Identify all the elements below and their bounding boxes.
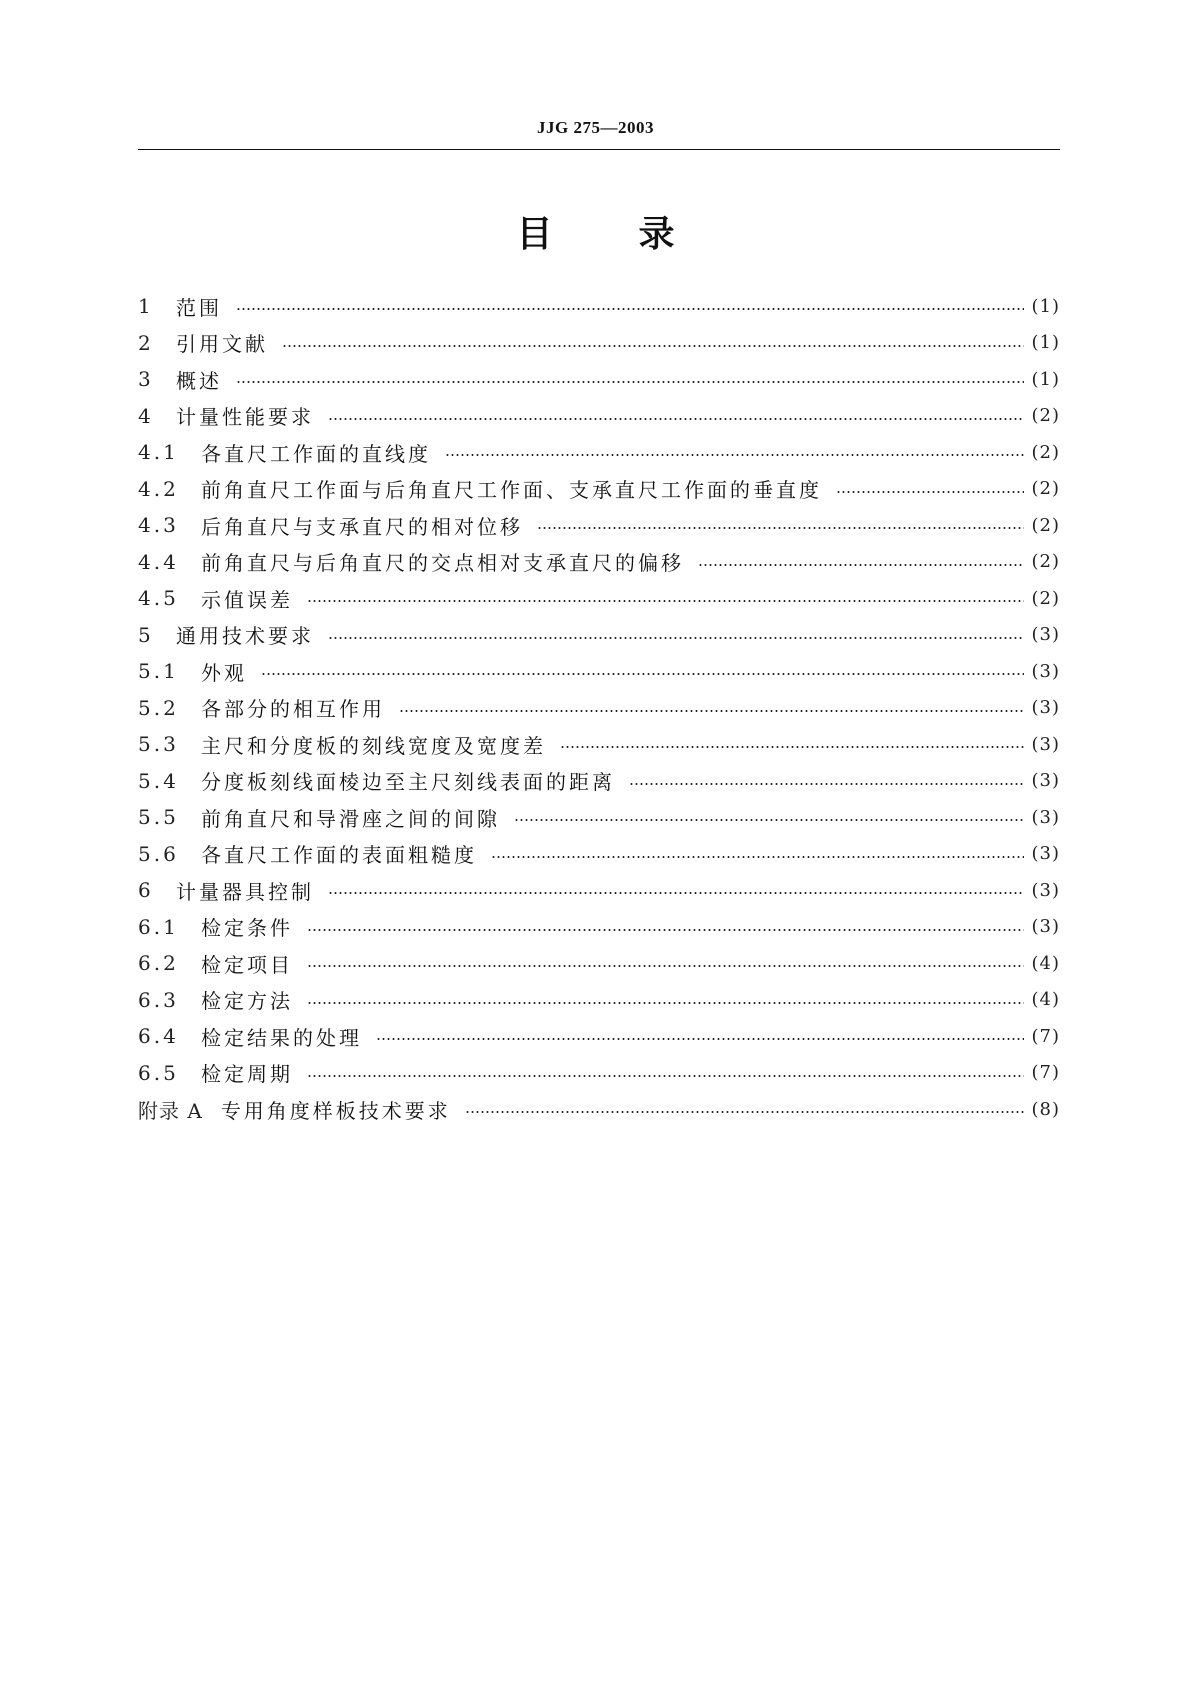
toc-entry-label: 前角直尺和导滑座之间的间隙 bbox=[201, 806, 500, 831]
toc-entry-label: 前角直尺与后角直尺的交点相对支承直尺的偏移 bbox=[201, 551, 684, 576]
toc-entry-label: 检定结果的处理 bbox=[201, 1025, 362, 1050]
toc-entry-number: 5.1 bbox=[138, 659, 179, 684]
toc-entry[interactable] bbox=[138, 398, 1060, 435]
toc-entry-number: 附录 A bbox=[138, 1098, 203, 1123]
toc-entry[interactable] bbox=[138, 836, 1060, 873]
toc-entry[interactable] bbox=[138, 653, 1060, 690]
toc-entry-number: 5.3 bbox=[138, 732, 179, 757]
toc-entry-page: (3) bbox=[1031, 770, 1060, 792]
toc-entry-label: 概述 bbox=[176, 368, 222, 393]
toc-entry-label: 各直尺工作面的表面粗糙度 bbox=[201, 843, 477, 868]
header-rule bbox=[138, 149, 1060, 150]
toc-entry-page: (8) bbox=[1031, 1098, 1060, 1120]
toc-entry-label: 主尺和分度板的刻线宽度及宽度差 bbox=[201, 733, 546, 758]
toc-entry-number: 3 bbox=[138, 367, 154, 392]
toc-entry-label: 检定项目 bbox=[201, 952, 293, 977]
toc-entry-page: (2) bbox=[1031, 514, 1060, 536]
toc-entry[interactable] bbox=[138, 690, 1060, 727]
toc-entry[interactable] bbox=[138, 763, 1060, 800]
toc-entry-page: (3) bbox=[1031, 624, 1060, 646]
toc-dot-leader bbox=[282, 332, 1024, 354]
toc-entry-number: 6.5 bbox=[138, 1060, 179, 1085]
toc-entry-label: 引用文献 bbox=[176, 332, 268, 357]
toc-entry-number: 4 bbox=[138, 403, 154, 428]
toc-entry[interactable] bbox=[138, 909, 1060, 946]
toc-entry-number: 5.2 bbox=[138, 695, 179, 720]
toc-dot-leader bbox=[307, 587, 1024, 609]
toc-entry[interactable] bbox=[138, 1091, 1060, 1128]
toc-entry-number: 5 bbox=[138, 622, 154, 647]
toc-dot-leader bbox=[514, 806, 1024, 828]
toc-entry-page: (2) bbox=[1031, 551, 1060, 573]
toc-dot-leader bbox=[537, 514, 1024, 536]
toc-entry-label: 通用技术要求 bbox=[176, 624, 314, 649]
toc-entry-page: (2) bbox=[1031, 441, 1060, 463]
toc-dot-leader bbox=[328, 879, 1024, 901]
toc-entry[interactable] bbox=[138, 544, 1060, 581]
toc-dot-leader bbox=[328, 405, 1024, 427]
table-of-contents bbox=[138, 288, 1060, 1128]
toc-entry-label: 检定条件 bbox=[201, 916, 293, 941]
toc-dot-leader bbox=[836, 478, 1024, 500]
toc-entry-label: 外观 bbox=[201, 660, 247, 685]
toc-entry-label: 检定方法 bbox=[201, 989, 293, 1014]
toc-entry-label: 计量性能要求 bbox=[176, 405, 314, 430]
toc-entry-page: (2) bbox=[1031, 478, 1060, 500]
toc-entry-page: (3) bbox=[1031, 660, 1060, 682]
toc-entry[interactable] bbox=[138, 325, 1060, 362]
toc-entry[interactable] bbox=[138, 507, 1060, 544]
toc-entry-label: 各直尺工作面的直线度 bbox=[201, 441, 431, 466]
toc-entry-page: (1) bbox=[1031, 295, 1060, 317]
toc-entry[interactable] bbox=[138, 288, 1060, 325]
toc-dot-leader bbox=[629, 770, 1024, 792]
toc-dot-leader bbox=[236, 368, 1024, 390]
toc-dot-leader bbox=[307, 916, 1024, 938]
toc-entry-page: (3) bbox=[1031, 733, 1060, 755]
toc-entry[interactable] bbox=[138, 1055, 1060, 1092]
toc-dot-leader bbox=[376, 1025, 1024, 1047]
toc-entry-number: 4.4 bbox=[138, 549, 179, 574]
toc-dot-leader bbox=[491, 843, 1024, 865]
toc-entry-page: (3) bbox=[1031, 879, 1060, 901]
toc-dot-leader bbox=[698, 551, 1024, 573]
toc-entry-page: (2) bbox=[1031, 405, 1060, 427]
toc-entry-label: 检定周期 bbox=[201, 1062, 293, 1087]
toc-entry-number: 5.4 bbox=[138, 768, 179, 793]
toc-entry-number: 4.2 bbox=[138, 476, 179, 501]
toc-entry[interactable] bbox=[138, 872, 1060, 909]
toc-entry-page: (7) bbox=[1031, 1025, 1060, 1047]
toc-entry-number: 6.3 bbox=[138, 987, 179, 1012]
toc-dot-leader bbox=[236, 295, 1024, 317]
toc-entry-label: 示值误差 bbox=[201, 587, 293, 612]
toc-entry[interactable] bbox=[138, 617, 1060, 654]
toc-entry-number: 4.3 bbox=[138, 513, 179, 538]
toc-dot-leader bbox=[261, 660, 1024, 682]
toc-dot-leader bbox=[307, 1062, 1024, 1084]
toc-entry[interactable] bbox=[138, 726, 1060, 763]
toc-entry-page: (2) bbox=[1031, 587, 1060, 609]
toc-entry-number: 6.2 bbox=[138, 951, 179, 976]
toc-entry-number: 5.6 bbox=[138, 841, 179, 866]
toc-entry-number: 6.1 bbox=[138, 914, 179, 939]
toc-entry-label: 分度板刻线面棱边至主尺刻线表面的距离 bbox=[201, 770, 615, 795]
toc-entry-label: 范围 bbox=[176, 295, 222, 320]
toc-entry-page: (1) bbox=[1031, 368, 1060, 390]
toc-dot-leader bbox=[307, 989, 1024, 1011]
toc-entry-number: 4.5 bbox=[138, 586, 179, 611]
toc-entry-page: (7) bbox=[1031, 1062, 1060, 1084]
toc-entry[interactable] bbox=[138, 361, 1060, 398]
toc-dot-leader bbox=[307, 952, 1024, 974]
page-title: 目录 bbox=[516, 214, 761, 255]
toc-entry-number: 6.4 bbox=[138, 1024, 179, 1049]
toc-entry-page: (3) bbox=[1031, 843, 1060, 865]
toc-entry-page: (3) bbox=[1031, 806, 1060, 828]
toc-entry-page: (4) bbox=[1031, 952, 1060, 974]
toc-entry-page: (1) bbox=[1031, 332, 1060, 354]
toc-entry[interactable] bbox=[138, 471, 1060, 508]
toc-entry-page: (4) bbox=[1031, 989, 1060, 1011]
toc-entry-label: 前角直尺工作面与后角直尺工作面、支承直尺工作面的垂直度 bbox=[201, 478, 822, 503]
toc-entry[interactable] bbox=[138, 982, 1060, 1019]
toc-entry-number: 6 bbox=[138, 878, 154, 903]
toc-entry-label: 专用角度样板技术要求 bbox=[220, 1098, 451, 1123]
toc-entry[interactable] bbox=[138, 1018, 1060, 1055]
toc-entry-page: (3) bbox=[1031, 916, 1060, 938]
toc-entry-number: 4.1 bbox=[138, 440, 179, 465]
toc-dot-leader bbox=[399, 697, 1024, 719]
toc-entry[interactable] bbox=[138, 434, 1060, 471]
toc-dot-leader bbox=[328, 624, 1024, 646]
toc-entry-label: 各部分的相互作用 bbox=[201, 697, 385, 722]
toc-dot-leader bbox=[445, 441, 1024, 463]
toc-entry[interactable] bbox=[138, 580, 1060, 617]
toc-dot-leader bbox=[465, 1098, 1024, 1120]
toc-entry-number: 5.5 bbox=[138, 805, 179, 830]
toc-entry-label: 后角直尺与支承直尺的相对位移 bbox=[201, 514, 523, 539]
toc-dot-leader bbox=[560, 733, 1024, 755]
toc-entry[interactable] bbox=[138, 799, 1060, 836]
toc-entry-page: (3) bbox=[1031, 697, 1060, 719]
toc-entry-number: 2 bbox=[138, 330, 154, 355]
toc-entry-label: 计量器具控制 bbox=[176, 879, 314, 904]
toc-entry-number: 1 bbox=[138, 294, 154, 319]
toc-entry[interactable] bbox=[138, 945, 1060, 982]
page-header-doc-code: JJG 275—2003 bbox=[537, 118, 654, 137]
